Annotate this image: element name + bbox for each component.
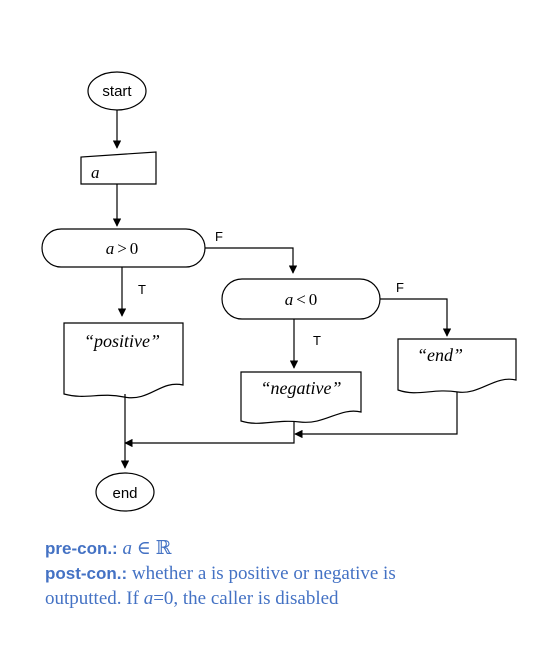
decision1-true-label: T	[138, 282, 146, 297]
postcondition-equation: =0	[153, 588, 174, 609]
output-end-text: “end”	[416, 345, 464, 365]
decision2-true-label: T	[313, 333, 321, 348]
spec-caption	[45, 536, 525, 611]
flow-arrow-negative-to-merge	[125, 421, 294, 443]
flow-arrow-decision2-false	[380, 299, 447, 336]
precondition-set: ℝ	[155, 538, 172, 559]
decision1-expression: a > 0	[105, 239, 139, 258]
output-end-document	[398, 339, 516, 393]
precondition-var: a	[122, 538, 132, 559]
postcondition-var: a	[143, 588, 154, 609]
postcondition-text-2-prefix: outputted. If	[45, 588, 139, 609]
output-positive-text: “positive”	[83, 331, 161, 351]
precondition-line	[45, 536, 525, 561]
postcondition-label: post-con.:	[45, 564, 128, 583]
start-terminal	[88, 72, 146, 110]
input-a-box	[81, 152, 156, 184]
output-negative-text: “negative”	[260, 378, 342, 398]
start-label: start	[102, 83, 132, 100]
decision-a-greater-0	[42, 229, 205, 267]
postcondition-text-1: whether a is positive or negative is	[131, 563, 396, 584]
decision2-false-label: F	[396, 280, 404, 295]
decision1-false-label: F	[215, 229, 223, 244]
postcondition-line-2	[45, 586, 525, 611]
precondition-label: pre-con.:	[45, 539, 118, 558]
decision2-expression: a < 0	[284, 290, 318, 309]
postcondition-line-1	[45, 561, 525, 586]
decision-a-less-0	[222, 279, 380, 319]
end-label: end	[112, 485, 138, 502]
end-terminal	[96, 473, 154, 511]
precondition-relation: ∈	[136, 538, 151, 559]
flow-arrow-decision1-false	[205, 248, 293, 273]
output-negative-document	[241, 372, 361, 423]
input-var-label: a	[91, 163, 100, 182]
postcondition-text-2-suffix: , the caller is disabled	[173, 588, 339, 609]
output-positive-document	[64, 323, 183, 398]
